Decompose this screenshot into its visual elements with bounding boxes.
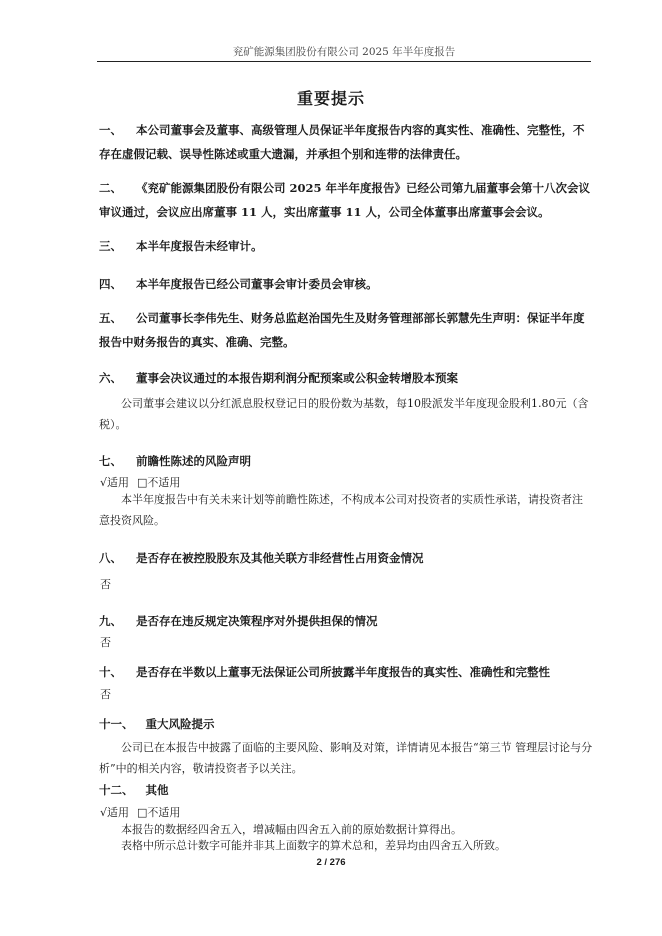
- item-5-text: 公司董事长李伟先生、财务总监赵治国先生及财务管理部部长郭慧先生声明：保证半年度报告中财务报告的真实、准确、完整。: [99, 311, 585, 349]
- item-7-applicability: [100, 474, 188, 490]
- item-3: [99, 238, 593, 254]
- item-10-title: 是否存在半数以上董事无法保证公司所披露半年度报告的真实性、准确性和完整性: [136, 665, 550, 679]
- item-7-body: 本半年度报告中有关未来计划等前瞻性陈述，不构成本公司对投资者的实质性承诺，请投资者注意投资风险。: [99, 493, 583, 527]
- item-3-number: 三、: [99, 239, 122, 253]
- item-11-body: 公司已在本报告中披露了面临的主要风险、影响及对策，详情请见本报告“第三节 管理层讨论与分析”中的相关内容，敬请投资者予以关注。: [99, 741, 593, 775]
- item-10-heading: [99, 664, 593, 680]
- item-4: [99, 276, 593, 292]
- item-6-heading: [99, 370, 593, 386]
- item-9-number: 九、: [99, 614, 122, 628]
- item-11-heading: [99, 716, 593, 732]
- page-title: 重要提示: [296, 89, 365, 108]
- item-5: [99, 306, 593, 354]
- item-7-number: 七、: [99, 454, 122, 468]
- item-9-answer: 否: [100, 636, 111, 649]
- not-applicable-option: □不适用: [137, 476, 181, 489]
- item-3-text: 本半年度报告未经审计。: [136, 239, 263, 253]
- item-8-number: 八、: [99, 551, 122, 565]
- header-rule: [97, 61, 591, 62]
- item-12-line-1: 本报告的数据经四舍五入，增减幅由四舍五入前的原始数据计算得出。: [121, 823, 462, 836]
- item-10-number: 十、: [99, 665, 122, 679]
- item-9-title: 是否存在违反规定决策程序对外提供担保的情况: [136, 614, 378, 628]
- item-12-applicability: [100, 804, 188, 820]
- item-8-heading: [99, 550, 593, 566]
- item-1-number: 一、: [99, 123, 122, 137]
- item-1-text: 本公司董事会及董事、高级管理人员保证半年度报告内容的真实性、准确性、完整性，不存在虚假记载、误导性陈述或重大遗漏，并承担个别和连带的法律责任。: [99, 123, 585, 161]
- item-8-answer: 否: [100, 578, 111, 591]
- item-6-body: 公司董事会建议以分红派息股权登记日的股份数为基数，每10股派发半年度现金股利1.80元（含税）。: [99, 397, 589, 431]
- item-2: [99, 176, 593, 224]
- item-6-number: 六、: [99, 371, 122, 385]
- item-2-text: 《兖矿能源集团股份有限公司 2025 年半年度报告》已经公司第九届董事会第十八次会议审议通过，会议应出席董事 11 人，实出席董事 11 人，公司全体董事出席董事会会议。: [99, 181, 591, 219]
- page-number: 2 / 276: [316, 857, 346, 868]
- applicable-checked-option: √适用: [100, 476, 130, 489]
- item-7-title: 前瞻性陈述的风险声明: [136, 454, 251, 468]
- item-12-title: 其他: [145, 783, 169, 797]
- applicable-checked-option: √适用: [100, 806, 130, 819]
- item-7-heading: [99, 453, 593, 469]
- item-5-number: 五、: [99, 311, 122, 325]
- item-4-number: 四、: [99, 277, 122, 291]
- item-9-heading: [99, 613, 593, 629]
- not-applicable-option: □不适用: [137, 806, 181, 819]
- item-2-number: 二、: [99, 181, 122, 195]
- item-11-title: 重大风险提示: [145, 717, 215, 731]
- item-12-heading: [99, 782, 593, 798]
- item-12-number: 十二、: [99, 783, 134, 797]
- item-6-title: 董事会决议通过的本报告期利润分配预案或公积金转增股本预案: [136, 371, 458, 385]
- item-4-text: 本半年度报告已经公司董事会审计委员会审核。: [136, 277, 378, 291]
- item-11-number: 十一、: [99, 717, 134, 731]
- item-10-answer: 否: [100, 688, 111, 701]
- item-12-line-2: 表格中所示总计数字可能并非其上面数字的算术总和，差异均由四舍五入所致。: [121, 839, 506, 852]
- item-8-title: 是否存在被控股股东及其他关联方非经营性占用资金情况: [136, 551, 424, 565]
- item-1: [99, 118, 593, 166]
- running-header: 兖矿能源集团股份有限公司 2025 年半年度报告: [232, 46, 456, 58]
